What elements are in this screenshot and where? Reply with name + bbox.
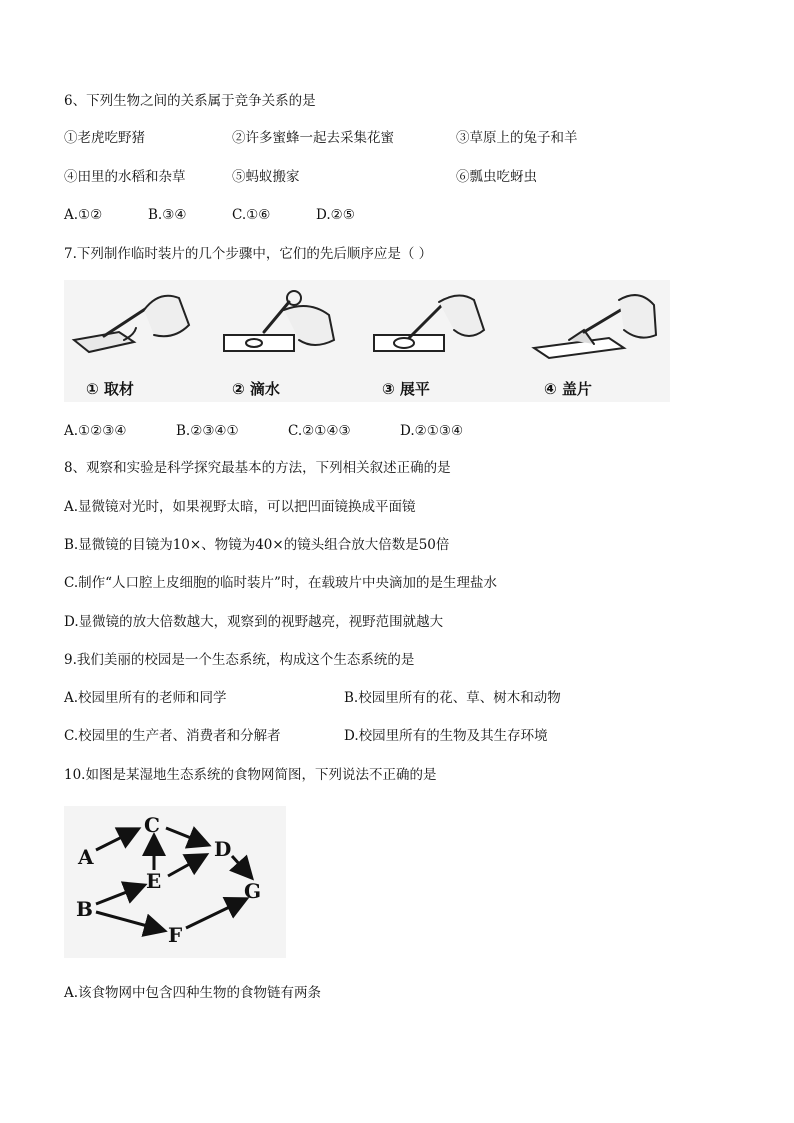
step4-label: ④ 盖片 [544,380,592,398]
q6-item-2: ②许多蜜蜂一起去采集花蜜 [232,130,394,146]
slide-preparation-illustration [64,280,670,402]
q6-option-d: D.②⑤ [316,207,355,223]
step4-illustration [534,295,656,358]
step3-label: ③ 展平 [382,380,430,398]
q7-option-d: D.②①③④ [400,423,464,439]
node-b: B [76,897,93,921]
q10-option-a: A.该食物网中包含四种生物的食物链有两条 [64,985,322,1001]
q6-item-3: ③草原上的兔子和羊 [456,130,578,146]
edge-b-e [96,886,142,904]
step2-illustration [224,291,334,351]
q9-option-a: A.校园里所有的老师和同学 [64,690,227,706]
edge-a-c [96,830,136,850]
step1-illustration [74,296,189,352]
node-f: F [168,923,183,947]
q6-item-6: ⑥瓢虫吃蚜虫 [456,169,537,185]
node-c: C [144,813,160,837]
q8-option-c: C.制作“人口腔上皮细胞的临时装片”时，在载玻片中央滴加的是生理盐水 [64,575,497,591]
q7-option-c: C.②①④③ [288,423,351,439]
q8-option-d: D.显微镜的放大倍数越大，观察到的视野越亮，视野范围就越大 [64,614,444,630]
step1-label: ① 取材 [86,380,134,398]
q7-option-a: A.①②③④ [64,423,127,439]
q6-item-4: ④田里的水稻和杂草 [64,169,186,185]
food-web-diagram [64,806,286,958]
q6-option-c: C.①⑥ [232,207,271,223]
step3-illustration [374,295,484,351]
q9-option-b: B.校园里所有的花、草、树木和动物 [344,690,561,706]
q6-item-1: ①老虎吃野猪 [64,130,145,146]
node-a: A [78,845,94,869]
q8-stem: 8、观察和实验是科学探究最基本的方法，下列相关叙述正确的是 [64,460,451,476]
edge-f-g [186,900,244,928]
q9-option-d: D.校园里所有的生物及其生存环境 [344,728,548,744]
q9-option-c: C.校园里的生产者、消费者和分解者 [64,728,281,744]
slide-preparation-figure [64,280,670,402]
q9-stem: 9.我们美丽的校园是一个生态系统，构成这个生态系统的是 [64,652,415,668]
q7-stem: 7.下列制作临时装片的几个步骤中，它们的先后顺序应是（ ） [64,246,433,262]
food-web-figure [64,806,286,958]
q7-option-b: B.②③④① [176,423,239,439]
q8-option-a: A.显微镜对光时，如果视野太暗，可以把凹面镜换成平面镜 [64,499,416,515]
node-g: G [244,879,262,903]
q6-option-b: B.③④ [148,207,187,223]
edge-d-g [232,856,250,876]
q6-option-a: A.①② [64,207,103,223]
q6-item-5: ⑤蚂蚁搬家 [232,169,300,185]
q8-option-b: B.显微镜的目镜为10×、物镜为40×的镜头组合放大倍数是50倍 [64,537,450,553]
q6-stem: 6、下列生物之间的关系属于竞争关系的是 [64,93,316,109]
step2-label: ② 滴水 [232,380,280,398]
node-e: E [146,869,162,893]
edge-b-f [96,912,162,930]
node-d: D [214,837,232,861]
edge-c-d [166,828,206,844]
edge-e-d [168,856,204,876]
q10-stem: 10.如图是某湿地生态系统的食物网简图，下列说法不正确的是 [64,767,437,783]
